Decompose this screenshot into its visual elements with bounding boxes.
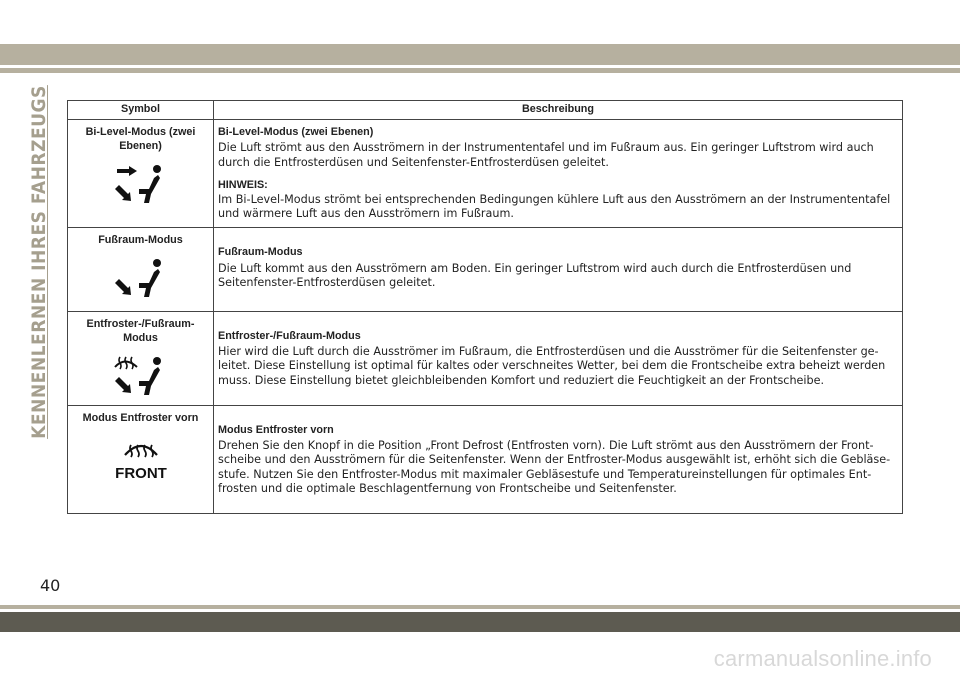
mode-title: Entfroster-/Fußraum-Modus bbox=[218, 329, 361, 342]
header-stripe bbox=[0, 44, 960, 65]
climate-mode-table bbox=[67, 100, 903, 514]
mode-description: Die Luft kommt aus den Ausströmern am Boden. Ein geringer Luftstrom wird auch durch die Entfrosterdüsen und Seitenfenster-Entfrosterdüsen geleitet. bbox=[218, 261, 852, 290]
front-label: FRONT bbox=[114, 464, 167, 481]
bi-level-mode-icon bbox=[111, 163, 171, 207]
table-row bbox=[68, 228, 903, 311]
header-thin-stripe bbox=[0, 68, 960, 73]
note-text: Im Bi-Level-Modus strömt bei entsprechenden Bedingungen kühlere Luft aus den Ausströmern an der Instrumententafel und wärmere Luft aus den Ausströmern im Fußraum. bbox=[218, 192, 891, 221]
watermark: carmanualsonline.info bbox=[713, 646, 932, 671]
mode-description: Drehen Sie den Knopf in die Position „Front Defrost (Entfrosten vorn). Die Luft strömt aus den Ausströmern der Front-scheibe und den Ausströmern für die Seitenfenster. Wenn der Entfroster-Modus ausgewählt ist, erhöht sich die Gebläse-stufe. Nutzen Sie den Entfroster-Modus mit maximaler Gebläsestufe und Temperatureinstellungen für optimales Ent-frosten und die optimale Beschlagentfernung von Frontscheibe und Seitenfenster. bbox=[218, 439, 891, 496]
note-heading: HINWEIS: bbox=[218, 179, 268, 192]
symbol-label: Modus Entfroster vorn bbox=[82, 411, 199, 424]
symbol-label: Fußraum-Modus bbox=[98, 234, 183, 247]
floor-mode-icon bbox=[111, 257, 171, 301]
header-description: Beschreibung bbox=[214, 101, 903, 120]
header-symbol: Symbol bbox=[68, 101, 214, 120]
mode-description: Hier wird die Luft durch die Ausströmer im Fußraum, die Entfrosterdüsen und die Ausströmer für die Seitenfenster ge-leitet. Diese Einstellung ist optimal für kaltes oder verschneites Wetter, bei dem die Frontscheibe extra beheizt werden muss. Diese Einstellung bietet gleichbleibenden Komfort und reduziert die Feuchtigkeit an der Frontscheibe. bbox=[218, 345, 886, 387]
mode-title: Modus Entfroster vorn bbox=[218, 423, 334, 436]
description-cell bbox=[214, 120, 903, 228]
description-cell bbox=[214, 405, 903, 513]
table-row bbox=[68, 311, 903, 405]
table-row bbox=[68, 405, 903, 513]
table-row bbox=[68, 120, 903, 228]
description-cell bbox=[214, 311, 903, 405]
mode-title: Fußraum-Modus bbox=[218, 246, 303, 259]
front-defrost-icon bbox=[111, 435, 171, 481]
description-cell bbox=[214, 228, 903, 311]
top-band bbox=[0, 0, 960, 44]
defrost-floor-mode-icon bbox=[111, 355, 171, 399]
mode-title: Bi-Level-Modus (zwei Ebenen) bbox=[218, 126, 374, 138]
symbol-label: Entfroster-/Fußraum-Modus bbox=[86, 317, 195, 344]
symbol-cell bbox=[68, 228, 214, 311]
symbol-cell bbox=[68, 120, 214, 228]
symbol-label: Bi-Level-Modus (zwei Ebenen) bbox=[85, 126, 196, 152]
footer-thin-stripe bbox=[0, 605, 960, 609]
symbol-cell bbox=[68, 405, 214, 513]
footer-band bbox=[0, 612, 960, 632]
page-number: 40 bbox=[40, 576, 61, 595]
mode-description: Die Luft strömt aus den Ausströmern in der Instrumententafel und im Fußraum aus. Ein geringer Luftstrom wird auch durch die Entfrosterdüsen und Seitenfenster-Entfrosterdüsen geleitet. bbox=[218, 141, 874, 169]
table-header-row bbox=[68, 101, 903, 120]
section-side-title-text: KENNENLERNEN IHRES FAHRZEUGS bbox=[28, 85, 50, 439]
section-side-title bbox=[28, 85, 50, 439]
symbol-cell bbox=[68, 311, 214, 405]
